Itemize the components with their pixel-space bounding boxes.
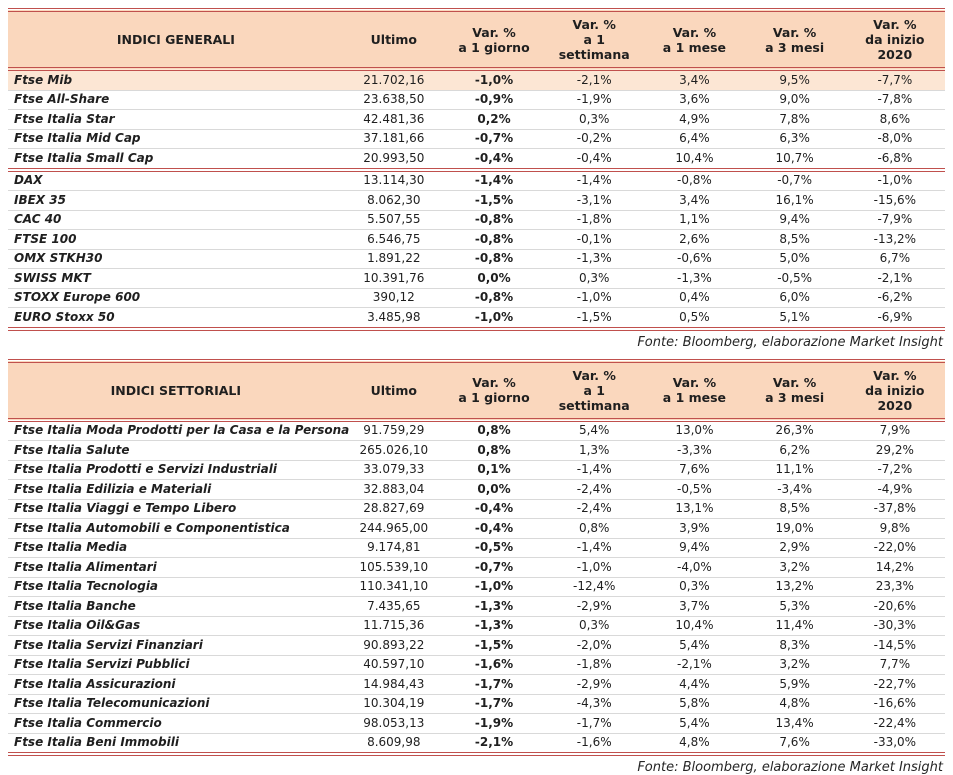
- index-name: Ftse Italia Edilizia e Materiali: [8, 480, 344, 500]
- index-row: [8, 90, 945, 110]
- value-cell: 6.546,75: [344, 230, 444, 250]
- value-cell: 5,8%: [644, 694, 744, 714]
- value-cell: 6,7%: [845, 249, 945, 269]
- index-name: IBEX 35: [8, 191, 344, 211]
- value-cell: 105.539,10: [344, 558, 444, 578]
- value-cell: -2,4%: [544, 499, 644, 519]
- value-cell: -0,5%: [444, 538, 544, 558]
- value-cell: 2,9%: [745, 538, 845, 558]
- indici-settoriali-table: [8, 359, 945, 757]
- index-row: [8, 129, 945, 149]
- value-cell: 8,5%: [745, 230, 845, 250]
- value-cell: -1,3%: [444, 616, 544, 636]
- index-row: [8, 480, 945, 500]
- value-cell: 5,4%: [544, 420, 644, 441]
- index-row: [8, 191, 945, 211]
- value-cell: 10.304,19: [344, 694, 444, 714]
- index-name: Ftse All-Share: [8, 90, 344, 110]
- table-title-indici-settoriali: INDICI SETTORIALI: [8, 361, 344, 420]
- col-header-line: a 3 mesi: [765, 390, 825, 405]
- value-cell: 11,1%: [745, 460, 845, 480]
- value-cell: 7,6%: [745, 733, 845, 754]
- value-cell: -1,7%: [444, 694, 544, 714]
- col-header-line: Var. %: [572, 17, 616, 32]
- col-header-var-1-settimana: [544, 10, 644, 69]
- index-row: [8, 210, 945, 230]
- value-cell: 9,0%: [745, 90, 845, 110]
- value-cell: -3,1%: [544, 191, 644, 211]
- value-cell: -0,4%: [544, 149, 644, 170]
- value-cell: 13,0%: [644, 420, 744, 441]
- col-header-line: Var. %: [472, 375, 516, 390]
- value-cell: -3,4%: [745, 480, 845, 500]
- value-cell: -1,5%: [544, 308, 644, 329]
- value-cell: 8,5%: [745, 499, 845, 519]
- col-header-line: Var. %: [772, 24, 817, 40]
- index-name: Ftse Mib: [8, 69, 344, 90]
- value-cell: 6,4%: [644, 129, 744, 149]
- index-row: [8, 499, 945, 519]
- value-cell: 6,0%: [745, 288, 845, 308]
- value-cell: -0,8%: [444, 210, 544, 230]
- value-cell: -7,7%: [845, 69, 945, 90]
- value-cell: -1,4%: [544, 460, 644, 480]
- col-header-line: a 1 settimana: [558, 382, 630, 413]
- value-cell: 7,9%: [845, 420, 945, 441]
- index-row: [8, 69, 945, 90]
- index-row: [8, 420, 945, 441]
- col-header-line: a 1 giorno: [458, 390, 530, 405]
- index-name: Ftse Italia Commercio: [8, 714, 344, 734]
- value-cell: 6,2%: [745, 441, 845, 461]
- index-row: [8, 170, 945, 191]
- value-cell: -22,4%: [845, 714, 945, 734]
- value-cell: -0,9%: [444, 90, 544, 110]
- index-name: Ftse Italia Servizi Finanziari: [8, 636, 344, 656]
- value-cell: 10,4%: [644, 616, 744, 636]
- value-cell: -1,7%: [444, 675, 544, 695]
- value-cell: 9,4%: [644, 538, 744, 558]
- index-name: SWISS MKT: [8, 269, 344, 289]
- index-name: Ftse Italia Salute: [8, 441, 344, 461]
- value-cell: -6,8%: [845, 149, 945, 170]
- index-name: STOXX Europe 600: [8, 288, 344, 308]
- value-cell: -2,4%: [544, 480, 644, 500]
- index-row: [8, 149, 945, 170]
- value-cell: 32.883,04: [344, 480, 444, 500]
- value-cell: 5,4%: [644, 714, 744, 734]
- value-cell: 0,8%: [444, 441, 544, 461]
- value-cell: -0,8%: [644, 170, 744, 191]
- value-cell: 8,3%: [745, 636, 845, 656]
- header-row: [8, 10, 945, 69]
- source-note: Fonte: Bloomberg, elaborazione Market Insight: [637, 760, 943, 775]
- value-cell: 110.341,10: [344, 577, 444, 597]
- value-cell: 7,7%: [845, 655, 945, 675]
- col-header-line: Var. %: [572, 367, 616, 383]
- value-cell: 11.715,36: [344, 616, 444, 636]
- value-cell: -4,3%: [544, 694, 644, 714]
- value-cell: -22,0%: [845, 538, 945, 558]
- value-cell: -0,8%: [444, 249, 544, 269]
- index-row: [8, 694, 945, 714]
- value-cell: 0,3%: [544, 110, 644, 130]
- col-header-line: a 1 giorno: [458, 39, 530, 55]
- value-cell: 42.481,36: [344, 110, 444, 130]
- col-header-line: Var. %: [772, 375, 817, 390]
- value-cell: 7,8%: [745, 110, 845, 130]
- table-title-indici-generali: INDICI GENERALI: [8, 10, 344, 69]
- value-cell: -1,0%: [544, 288, 644, 308]
- index-row: [8, 249, 945, 269]
- value-cell: 0,3%: [644, 577, 744, 597]
- value-cell: -0,4%: [444, 519, 544, 539]
- value-cell: 13,2%: [745, 577, 845, 597]
- value-cell: 33.079,33: [344, 460, 444, 480]
- index-row: [8, 655, 945, 675]
- european-indices-group: [8, 170, 945, 329]
- value-cell: 91.759,29: [344, 420, 444, 441]
- value-cell: 13.114,30: [344, 170, 444, 191]
- value-cell: 3,2%: [745, 655, 845, 675]
- value-cell: -0,4%: [444, 149, 544, 170]
- col-header-line: Var. %: [873, 367, 917, 383]
- value-cell: 9.174,81: [344, 538, 444, 558]
- col-header-line: Var. %: [672, 24, 717, 40]
- value-cell: -2,0%: [544, 636, 644, 656]
- value-cell: -6,9%: [845, 308, 945, 329]
- col-header-line: a 1 settimana: [558, 32, 630, 62]
- value-cell: 10,4%: [644, 149, 744, 170]
- value-cell: 2,6%: [644, 230, 744, 250]
- value-cell: -4,0%: [644, 558, 744, 578]
- value-cell: 0,4%: [644, 288, 744, 308]
- value-cell: 7,6%: [644, 460, 744, 480]
- col-header-line: Ultimo: [370, 32, 417, 47]
- value-cell: 1.891,22: [344, 249, 444, 269]
- index-row: [8, 230, 945, 250]
- value-cell: -1,4%: [444, 170, 544, 191]
- value-cell: -2,1%: [544, 69, 644, 90]
- value-cell: -0,4%: [444, 499, 544, 519]
- value-cell: -1,0%: [845, 170, 945, 191]
- value-cell: 0,1%: [444, 460, 544, 480]
- value-cell: 7.435,65: [344, 597, 444, 617]
- index-row: [8, 269, 945, 289]
- value-cell: 19,0%: [745, 519, 845, 539]
- value-cell: 29,2%: [845, 441, 945, 461]
- value-cell: 16,1%: [745, 191, 845, 211]
- index-name: Ftse Italia Automobili e Componentistica: [8, 519, 344, 539]
- index-name: OMX STKH30: [8, 249, 344, 269]
- col-header-var-3-mesi: [745, 361, 845, 420]
- sector-indices-group: [8, 420, 945, 755]
- value-cell: -1,8%: [544, 655, 644, 675]
- col-header-var-inizio-2020: [845, 10, 945, 69]
- value-cell: 3,4%: [644, 191, 744, 211]
- value-cell: -0,8%: [444, 288, 544, 308]
- index-row: [8, 538, 945, 558]
- value-cell: 8,6%: [845, 110, 945, 130]
- index-name: Ftse Italia Beni Immobili: [8, 733, 344, 754]
- col-header-line: Var. %: [672, 375, 717, 390]
- value-cell: -1,6%: [544, 733, 644, 754]
- value-cell: 0,3%: [544, 616, 644, 636]
- value-cell: 11,4%: [745, 616, 845, 636]
- col-header-line: Var. %: [472, 24, 516, 40]
- value-cell: 3,7%: [644, 597, 744, 617]
- value-cell: 90.893,22: [344, 636, 444, 656]
- value-cell: -16,6%: [845, 694, 945, 714]
- value-cell: -3,3%: [644, 441, 744, 461]
- index-row: [8, 110, 945, 130]
- value-cell: -2,1%: [644, 655, 744, 675]
- value-cell: 20.993,50: [344, 149, 444, 170]
- value-cell: -2,1%: [444, 733, 544, 754]
- index-name: CAC 40: [8, 210, 344, 230]
- value-cell: -13,2%: [845, 230, 945, 250]
- value-cell: -1,0%: [544, 558, 644, 578]
- value-cell: -6,2%: [845, 288, 945, 308]
- index-row: [8, 675, 945, 695]
- value-cell: 5,0%: [745, 249, 845, 269]
- value-cell: 0,0%: [444, 269, 544, 289]
- value-cell: 0,5%: [644, 308, 744, 329]
- value-cell: 10,7%: [745, 149, 845, 170]
- index-name: Ftse Italia Oil&Gas: [8, 616, 344, 636]
- value-cell: 3,2%: [745, 558, 845, 578]
- col-header-var-1-giorno: [444, 361, 544, 420]
- value-cell: 23.638,50: [344, 90, 444, 110]
- value-cell: -15,6%: [845, 191, 945, 211]
- index-row: [8, 597, 945, 617]
- col-header-var-3-mesi: [745, 10, 845, 69]
- value-cell: 6,3%: [745, 129, 845, 149]
- value-cell: -1,9%: [544, 90, 644, 110]
- value-cell: 37.181,66: [344, 129, 444, 149]
- index-name: Ftse Italia Media: [8, 538, 344, 558]
- value-cell: 5,4%: [644, 636, 744, 656]
- col-header-var-1-settimana: [544, 361, 644, 420]
- value-cell: -1,6%: [444, 655, 544, 675]
- value-cell: -0,2%: [544, 129, 644, 149]
- value-cell: 265.026,10: [344, 441, 444, 461]
- col-header-var-1-mese: [644, 361, 744, 420]
- value-cell: 3,9%: [644, 519, 744, 539]
- value-cell: -1,3%: [544, 249, 644, 269]
- value-cell: 0,2%: [444, 110, 544, 130]
- value-cell: 14,2%: [845, 558, 945, 578]
- index-row: [8, 288, 945, 308]
- index-row: [8, 577, 945, 597]
- value-cell: 3,4%: [644, 69, 744, 90]
- col-header-line: a 3 mesi: [765, 39, 825, 55]
- index-name: Ftse Italia Viaggi e Tempo Libero: [8, 499, 344, 519]
- index-name: Ftse Italia Small Cap: [8, 149, 344, 170]
- index-name: Ftse Italia Servizi Pubblici: [8, 655, 344, 675]
- index-name: Ftse Italia Alimentari: [8, 558, 344, 578]
- col-header-line: a 1 mese: [662, 39, 727, 55]
- value-cell: -0,5%: [644, 480, 744, 500]
- value-cell: 4,9%: [644, 110, 744, 130]
- value-cell: -0,1%: [544, 230, 644, 250]
- value-cell: -12,4%: [544, 577, 644, 597]
- value-cell: -37,8%: [845, 499, 945, 519]
- value-cell: -14,5%: [845, 636, 945, 656]
- value-cell: -1,4%: [544, 538, 644, 558]
- value-cell: -20,6%: [845, 597, 945, 617]
- value-cell: -1,7%: [544, 714, 644, 734]
- value-cell: -7,9%: [845, 210, 945, 230]
- value-cell: -0,8%: [444, 230, 544, 250]
- index-name: EURO Stoxx 50: [8, 308, 344, 329]
- value-cell: -0,7%: [444, 129, 544, 149]
- value-cell: -1,0%: [444, 308, 544, 329]
- col-header-line: da inizio 2020: [865, 32, 925, 62]
- index-name: Ftse Italia Prodotti e Servizi Industriali: [8, 460, 344, 480]
- value-cell: 8.609,98: [344, 733, 444, 754]
- value-cell: 98.053,13: [344, 714, 444, 734]
- value-cell: -1,0%: [444, 69, 544, 90]
- value-cell: -0,6%: [644, 249, 744, 269]
- col-header-var-inizio-2020: [845, 361, 945, 420]
- value-cell: -1,9%: [444, 714, 544, 734]
- col-header-line: da inizio 2020: [865, 382, 925, 413]
- value-cell: 244.965,00: [344, 519, 444, 539]
- value-cell: -30,3%: [845, 616, 945, 636]
- value-cell: 21.702,16: [344, 69, 444, 90]
- index-row: [8, 636, 945, 656]
- value-cell: 1,1%: [644, 210, 744, 230]
- index-row: [8, 519, 945, 539]
- value-cell: 4,8%: [745, 694, 845, 714]
- value-cell: 5,3%: [745, 597, 845, 617]
- index-row: [8, 714, 945, 734]
- index-name: Ftse Italia Moda Prodotti per la Casa e la Persona: [8, 420, 344, 441]
- value-cell: -4,9%: [845, 480, 945, 500]
- value-cell: -1,5%: [444, 636, 544, 656]
- index-row: [8, 558, 945, 578]
- col-header-line: Ultimo: [370, 382, 417, 398]
- index-name: Ftse Italia Tecnologia: [8, 577, 344, 597]
- value-cell: 9,4%: [745, 210, 845, 230]
- value-cell: 28.827,69: [344, 499, 444, 519]
- value-cell: 3,6%: [644, 90, 744, 110]
- value-cell: -1,3%: [444, 597, 544, 617]
- value-cell: 0,0%: [444, 480, 544, 500]
- value-cell: -1,8%: [544, 210, 644, 230]
- value-cell: -0,7%: [444, 558, 544, 578]
- value-cell: 5,9%: [745, 675, 845, 695]
- index-row: [8, 441, 945, 461]
- value-cell: -7,8%: [845, 90, 945, 110]
- value-cell: 3.485,98: [344, 308, 444, 329]
- value-cell: 5,1%: [745, 308, 845, 329]
- value-cell: -8,0%: [845, 129, 945, 149]
- value-cell: -1,3%: [644, 269, 744, 289]
- index-name: Ftse Italia Banche: [8, 597, 344, 617]
- value-cell: 4,8%: [644, 733, 744, 754]
- index-name: Ftse Italia Mid Cap: [8, 129, 344, 149]
- header-row: [8, 361, 945, 420]
- index-name: DAX: [8, 170, 344, 191]
- index-name: Ftse Italia Telecomunicazioni: [8, 694, 344, 714]
- index-name: Ftse Italia Star: [8, 110, 344, 130]
- value-cell: -1,5%: [444, 191, 544, 211]
- col-header-line: a 1 mese: [662, 390, 727, 405]
- italian-indices-group: [8, 69, 945, 170]
- col-header-var-1-giorno: [444, 10, 544, 69]
- value-cell: 13,4%: [745, 714, 845, 734]
- index-row: [8, 733, 945, 754]
- col-header-ultimo: [344, 10, 444, 69]
- value-cell: -2,9%: [544, 675, 644, 695]
- source-note: Fonte: Bloomberg, elaborazione Market Insight: [637, 334, 943, 350]
- value-cell: -1,0%: [444, 577, 544, 597]
- value-cell: 1,3%: [544, 441, 644, 461]
- value-cell: -7,2%: [845, 460, 945, 480]
- value-cell: 0,3%: [544, 269, 644, 289]
- indici-generali-table: [8, 8, 945, 331]
- index-row: [8, 616, 945, 636]
- value-cell: 13,1%: [644, 499, 744, 519]
- value-cell: 0,8%: [444, 420, 544, 441]
- value-cell: 8.062,30: [344, 191, 444, 211]
- col-header-var-1-mese: [644, 10, 744, 69]
- value-cell: 9,8%: [845, 519, 945, 539]
- index-row: [8, 308, 945, 329]
- col-header-line: Var. %: [873, 17, 917, 32]
- index-name: FTSE 100: [8, 230, 344, 250]
- value-cell: 9,5%: [745, 69, 845, 90]
- value-cell: -22,7%: [845, 675, 945, 695]
- value-cell: 26,3%: [745, 420, 845, 441]
- col-header-ultimo: [344, 361, 444, 420]
- value-cell: -2,1%: [845, 269, 945, 289]
- value-cell: 0,8%: [544, 519, 644, 539]
- value-cell: 23,3%: [845, 577, 945, 597]
- value-cell: 14.984,43: [344, 675, 444, 695]
- value-cell: -2,9%: [544, 597, 644, 617]
- value-cell: 4,4%: [644, 675, 744, 695]
- value-cell: -0,5%: [745, 269, 845, 289]
- value-cell: -1,4%: [544, 170, 644, 191]
- index-name: Ftse Italia Assicurazioni: [8, 675, 344, 695]
- value-cell: 40.597,10: [344, 655, 444, 675]
- value-cell: -0,7%: [745, 170, 845, 191]
- value-cell: 10.391,76: [344, 269, 444, 289]
- value-cell: 390,12: [344, 288, 444, 308]
- value-cell: -33,0%: [845, 733, 945, 754]
- index-row: [8, 460, 945, 480]
- value-cell: 5.507,55: [344, 210, 444, 230]
